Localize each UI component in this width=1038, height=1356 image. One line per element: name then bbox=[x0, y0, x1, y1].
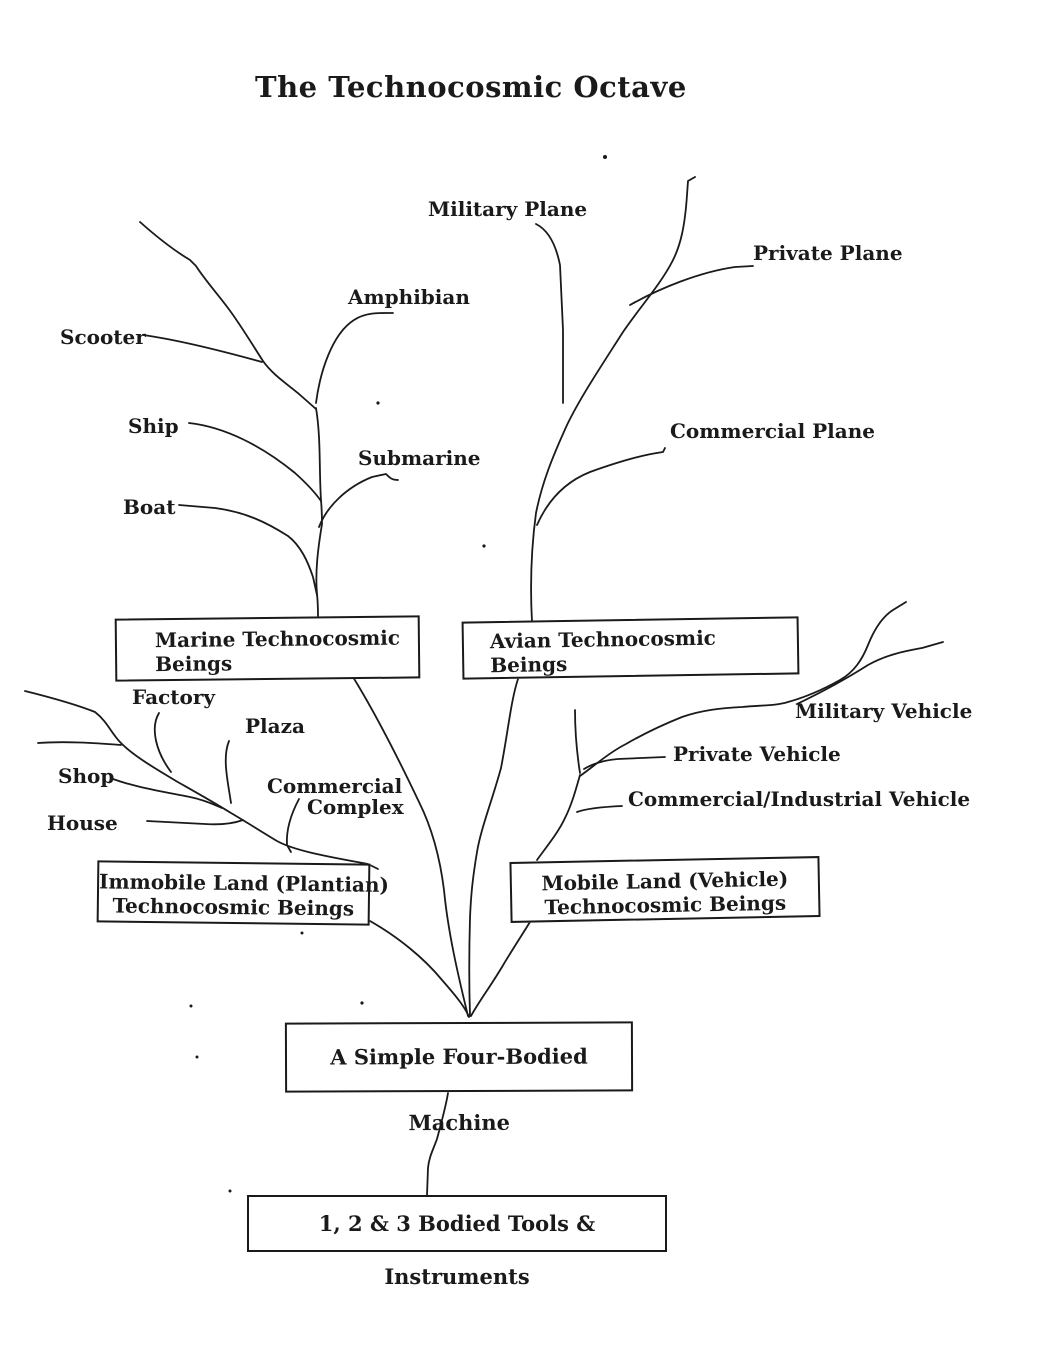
branch-line-ship bbox=[189, 423, 321, 501]
node-label-submarine: Submarine bbox=[358, 446, 481, 470]
diagram-title: The Technocosmic Octave bbox=[255, 70, 687, 104]
branch-line-boat bbox=[179, 505, 317, 595]
category-box-avian bbox=[462, 616, 800, 679]
branch-line-marine-to-machine bbox=[353, 677, 468, 1016]
node-label-commercial-complex-line2: Complex bbox=[307, 795, 404, 819]
node-label-amphibian: Amphibian bbox=[348, 285, 470, 309]
node-label-commercial-industrial-vehicle: Commercial/Industrial Vehicle bbox=[628, 787, 971, 811]
branch-line-plaza bbox=[226, 741, 231, 803]
branch-line-scooter bbox=[143, 335, 262, 362]
branch-line-commercial-industrial-vehicle bbox=[577, 806, 622, 812]
node-label-military-vehicle: Military Vehicle bbox=[795, 699, 973, 723]
category-box-mobile-land-line1: Mobile Land (Vehicle) bbox=[541, 866, 789, 896]
branch-line-mobile-to-machine bbox=[471, 917, 533, 1016]
branch-line-immobile-left bbox=[38, 742, 121, 745]
branch-line-marine-top-diagonal bbox=[140, 222, 316, 409]
category-box-immobile-land bbox=[97, 860, 390, 925]
node-label-commercial-complex-line1: Commercial bbox=[267, 774, 403, 798]
node-label-house: House bbox=[47, 811, 118, 835]
node-label-boat: Boat bbox=[123, 495, 176, 519]
category-box-marine-line2: Beings bbox=[155, 651, 233, 677]
node-label-commercial-plane: Commercial Plane bbox=[670, 419, 875, 443]
category-box-marine bbox=[115, 615, 421, 681]
branch-line-commercial-plane bbox=[537, 448, 665, 525]
branch-line-factory bbox=[155, 713, 171, 772]
branch-line-amphibian bbox=[316, 313, 393, 403]
node-label-private-plane: Private Plane bbox=[753, 241, 903, 265]
category-box-avian-line2: Beings bbox=[490, 651, 568, 678]
node-label-factory: Factory bbox=[132, 685, 215, 709]
branch-line-shop bbox=[113, 779, 222, 808]
node-label-commercial-complex bbox=[267, 776, 404, 818]
branch-line-marine-trunk bbox=[316, 408, 322, 617]
node-label-ship: Ship bbox=[128, 414, 179, 438]
node-label-scooter: Scooter bbox=[60, 325, 146, 349]
branch-line-avian-to-machine bbox=[469, 679, 518, 1016]
branch-line-mobile-tip bbox=[575, 710, 580, 773]
category-box-mobile-land bbox=[509, 856, 820, 923]
category-box-marine-line1: Marine Technocosmic bbox=[154, 625, 401, 653]
category-box-immobile-land-line2: Technocosmic Beings bbox=[112, 893, 355, 921]
node-label-private-vehicle: Private Vehicle bbox=[673, 742, 841, 766]
branch-line-military-vehicle-tip bbox=[797, 642, 943, 704]
category-box-tools: 1, 2 & 3 Bodied Tools & Instruments bbox=[247, 1195, 667, 1252]
branch-line-house bbox=[147, 820, 243, 824]
branch-line-avian-trunk bbox=[531, 177, 695, 622]
category-box-machine: A Simple Four-Bodied Machine bbox=[285, 1021, 633, 1092]
branch-line-private-vehicle bbox=[584, 757, 665, 769]
node-label-shop: Shop bbox=[58, 764, 115, 788]
branch-line-submarine bbox=[319, 474, 398, 527]
branch-line-immobile-to-machine bbox=[370, 921, 469, 1017]
branch-line-private-plane bbox=[630, 266, 753, 305]
node-label-military-plane: Military Plane bbox=[428, 197, 588, 221]
branch-line-mobile-trunk-upper bbox=[537, 775, 580, 860]
node-label-plaza: Plaza bbox=[245, 714, 305, 738]
branch-line-military-plane bbox=[536, 224, 563, 403]
category-box-avian-line1: Avian Technocosmic bbox=[489, 625, 717, 654]
category-box-mobile-land-line2: Technocosmic Beings bbox=[544, 890, 787, 920]
category-box-immobile-land-line1: Immobile Land (Plantian) bbox=[98, 869, 390, 897]
